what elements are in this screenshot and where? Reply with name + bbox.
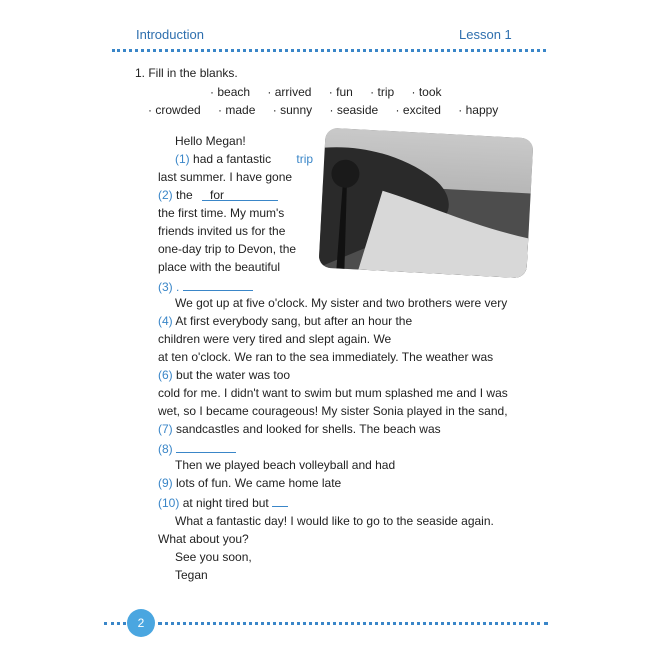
answer-blank[interactable] — [272, 494, 288, 507]
letter-text: but the water was too — [176, 368, 291, 382]
letter-text: friends invited us for the — [158, 224, 286, 238]
letter-text: last summer. I have gone — [158, 170, 293, 184]
letter-text: Then we played beach volleyball and had — [175, 458, 396, 472]
section-title: Introduction — [136, 27, 204, 42]
letter-line — [175, 152, 313, 166]
letter-text: the first time. My mum's — [158, 206, 285, 220]
letter-text: At first everybody sang, but after an hour the — [175, 314, 413, 328]
letter-text: cold for me. I didn't want to swim but mum splashed me and I was — [158, 386, 508, 400]
word-bank-item: · arrived — [267, 85, 311, 99]
blank-number: (6) — [158, 368, 173, 382]
word-bank-row-2 — [148, 103, 512, 117]
letter-text: the — [176, 188, 193, 202]
header-divider — [112, 49, 546, 52]
answer-blank[interactable] — [202, 188, 278, 201]
word-bank-item: · fun — [329, 85, 353, 99]
letter-text: place with the beautiful — [158, 260, 281, 274]
letter-text: lots of fun. We came home late — [176, 476, 342, 490]
letter-text: What about you? — [158, 532, 249, 546]
letter-text: wet, so I became courageous! My sister Sonia played in the sand, — [158, 404, 508, 418]
answer-blank[interactable] — [176, 440, 236, 453]
page-number: 2 — [127, 609, 155, 637]
footer-divider-left — [104, 622, 126, 625]
letter-text: children were very tired and slept again. We — [158, 332, 392, 346]
exercise-title: 1. Fill in the blanks. — [135, 66, 238, 80]
letter-greeting: Hello Megan! — [175, 134, 246, 148]
blank-number: (8) — [158, 442, 173, 456]
letter-text: had a fantastic — [193, 152, 272, 166]
word-bank-item: · trip — [370, 85, 394, 99]
word-bank-item: · beach — [210, 85, 250, 99]
answer-text: for — [210, 188, 225, 202]
answer-text: trip — [296, 152, 314, 166]
letter-text: one-day trip to Devon, the — [158, 242, 297, 256]
blank-number: (4) — [158, 314, 173, 328]
letter-text: See you soon, — [175, 550, 252, 564]
word-bank-row-1 — [210, 85, 456, 99]
letter-text: at ten o'clock. We ran to the sea immediately. The weather was — [158, 350, 494, 364]
letter-line — [158, 494, 288, 510]
letter-line — [158, 314, 412, 328]
letter-line — [158, 422, 441, 436]
letter-line — [158, 278, 253, 294]
blank-number: (2) — [158, 188, 173, 202]
letter-text: What a fantastic day! I would like to go to the seaside again. — [175, 514, 494, 528]
letter-line — [158, 368, 290, 382]
letter-line — [158, 476, 341, 490]
word-bank-item: · happy — [458, 103, 498, 117]
letter-text: (3) . — [158, 280, 180, 294]
answer-blank[interactable] — [183, 278, 253, 291]
word-bank-item: · seaside — [329, 103, 378, 117]
blank-number: (7) — [158, 422, 173, 436]
word-bank-item: · took — [412, 85, 442, 99]
word-bank-item: · sunny — [273, 103, 312, 117]
beach-photo — [318, 128, 533, 279]
word-bank-item: · made — [218, 103, 255, 117]
letter-text: sandcastles and looked for shells. The beach was — [176, 422, 441, 436]
blank-number: (9) — [158, 476, 173, 490]
blank-number: (1) — [175, 152, 190, 166]
blank-number: (10) — [158, 496, 180, 510]
letter-text: at night tired but — [182, 496, 269, 510]
word-bank-item: · excited — [396, 103, 441, 117]
footer-divider-right — [158, 622, 548, 625]
letter-text: We got up at five o'clock. My sister and two brothers were very — [175, 296, 508, 310]
word-bank-item: · crowded — [148, 103, 201, 117]
letter-line — [158, 188, 278, 202]
letter-signature: Tegan — [175, 568, 208, 582]
lesson-title: Lesson 1 — [459, 27, 512, 42]
